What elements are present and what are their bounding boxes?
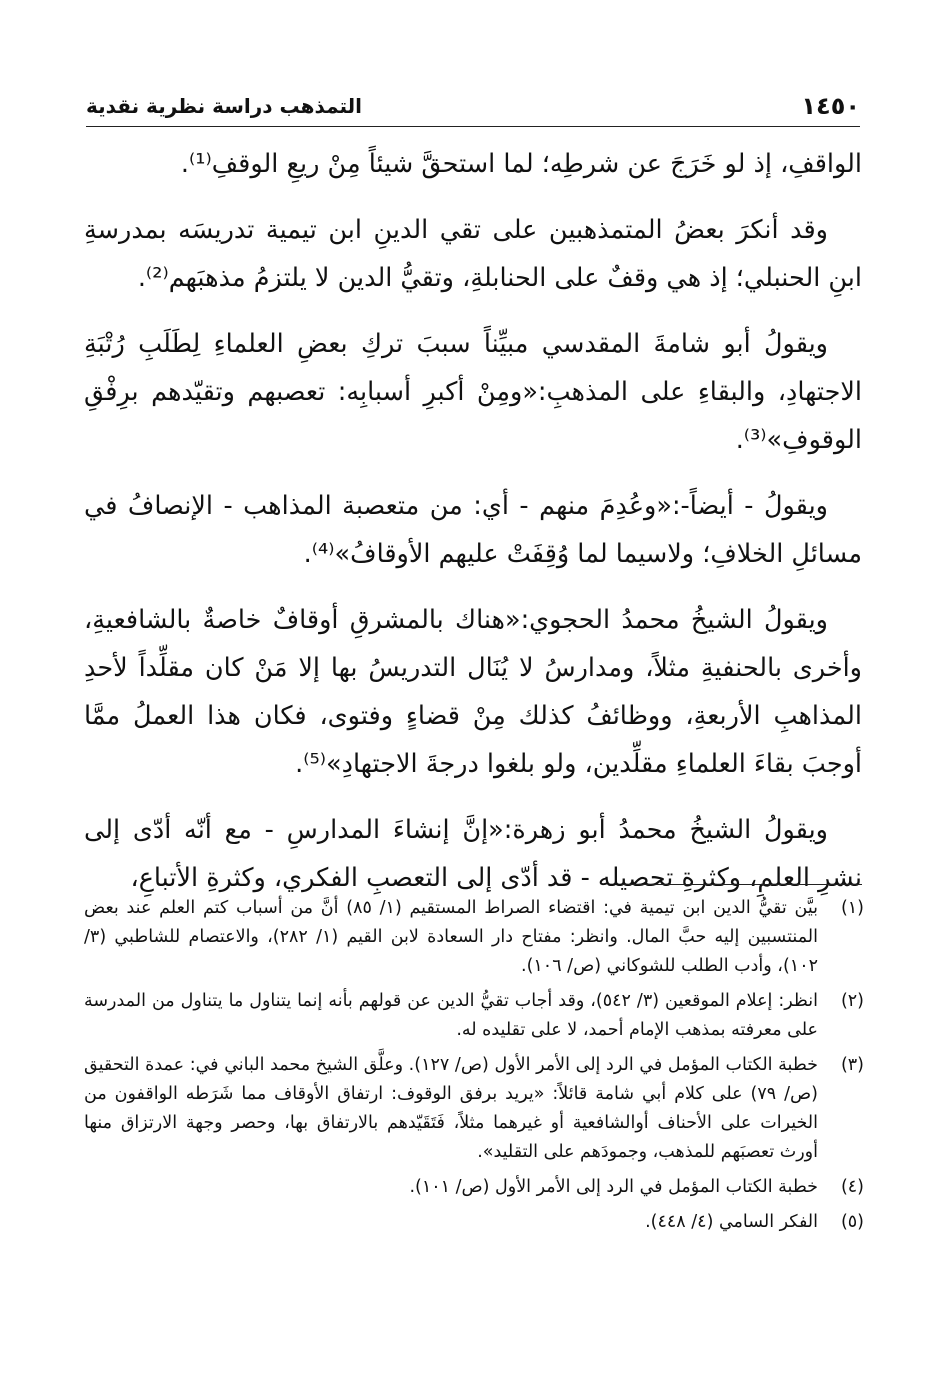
footnote [84,1208,864,1237]
footnote-number: (٣) [840,1055,864,1075]
footnotes [84,894,864,1243]
footnote-text: خطبة الكتاب المؤمل في الرد إلى الأمر الأول (ص/ ١٠١). [409,1177,818,1197]
running-title: التمذهب دراسة نظرية نقدية [86,94,363,118]
footnote-text: الفكر السامي (٤/ ٤٤٨). [645,1212,818,1232]
page-number: ١٤٥٠ [801,92,860,120]
page-header [86,92,860,127]
footnote [84,1173,864,1202]
footnote-number: (٢) [840,991,864,1011]
footnote [84,987,864,1045]
footnote-text: بيَّن تقيُّ الدين ابن تيمية في: اقتضاء الصراط المستقيم (١/ ٨٥) أنَّ من أسباب كتم العلم عند بعض المنتسبين إليه حبَّ المال. وانظر: مفتاح دار السعادة لابن القيم (١/ ٢٨٢)، والاعتصام للشاطبي (٣/ ١٠٢)، وأدب الطلب للشوكاني (ص/ ١٠٦). [84,898,819,976]
paragraph: الواقفِ، إذ لو خَرَجَ عن شرطِه؛ لما استحقَّ شيئاً مِنْ ريعِ الوقفِ⁽¹⁾. [180,149,862,179]
paragraph: وقد أنكرَ بعضُ المتمذهبين على تقي الدينِ ابن تيمية تدريسَه بمدرسةِ ابنِ الحنبلي؛ إذ هي وقفٌ على الحنابلةِ، وتقيُّ الدين لا يلتزمُ مذهبَهم⁽²⁾. [84,215,862,293]
footnote-number: (١) [840,898,864,918]
paragraph: ويقولُ الشيخُ محمدُ الحجوي:«هناك بالمشرقِ أوقافٌ خاصةٌ بالشافعيةِ، وأخرى بالحنفيةِ مثلاً، ومدارسُ لا يُنَال التدريسُ بها إلا مَنْ كان مقلِّداً لأحدِ المذاهبِ الأربعةِ، ووظائفُ كذلك مِنْ قضاءٍ وفتوى، فكان هذا العملُ ممَّا أوجبَ بقاءَ العلماءِ مقلِّدين، ولو بلغوا درجةَ الاجتهادِ»⁽⁵⁾. [84,605,862,779]
footnote-separator [622,884,862,885]
footnote-text: خطبة الكتاب المؤمل في الرد إلى الأمر الأول (ص/ ١٢٧). وعلَّق الشيخ محمد الباني في: عمدة التحقيق (ص/ ٧٩) على كلام أبي شامة قائلاً: «يريد برفق الوقوف: ارتفاق الأوقاف مما شَرَطه الواقفون من الخيرات على الأحناف أوالشافعية أو غيرهما مثلاً، فَتَقَيّدهم بالارتفاق بها، وحصر وجهة الارتزاق منها أورث تعصبَهم للمذهب، وجمودَهم على التقليد». [84,1055,818,1162]
footnote-text: انظر: إعلام الموقعين (٣/ ٥٤٢)، وقد أجاب تقيُّ الدين عن قولهم بأنه إنما يتناول ما يتناول من المدرسة على معرفته بمذهب الإمام أحمد، لا على تقليده له. [84,991,818,1040]
paragraph: ويقولُ الشيخُ محمدُ أبو زهرة:«إنَّ إنشاءَ المدارسِ - مع أنّه أدّى إلى نشرِ العلمِ، وكثرةِ تحصيله - قد أدّى إلى التعصبِ الفكري، وكثرةِ الأتباعِ، [84,815,862,893]
paragraph: ويقولُ أبو شامةَ المقدسي مبيِّناً سببَ تركِ بعضِ العلماءِ لِطَلَبِ رُتْبَةِ الاجتهادِ، والبقاءِ على المذهبِ:«ومِنْ أكبرِ أسبابِه: تعصبهم وتقيّدهم برِفْقِ الوقوفِ»⁽³⁾. [84,329,862,455]
paragraph: ويقولُ - أيضاً-:«وعُدِمَ منهم - أي: من متعصبة المذاهب - الإنصافُ في مسائلِ الخلافِ؛ ولاسيما لما وُقِفَتْ عليهم الأوقافُ»⁽⁴⁾. [84,491,862,569]
main-text [84,140,862,920]
footnote-number: (٤) [840,1177,864,1197]
footnote-number: (٥) [840,1212,864,1232]
footnote [84,894,864,981]
footnote [84,1051,864,1167]
